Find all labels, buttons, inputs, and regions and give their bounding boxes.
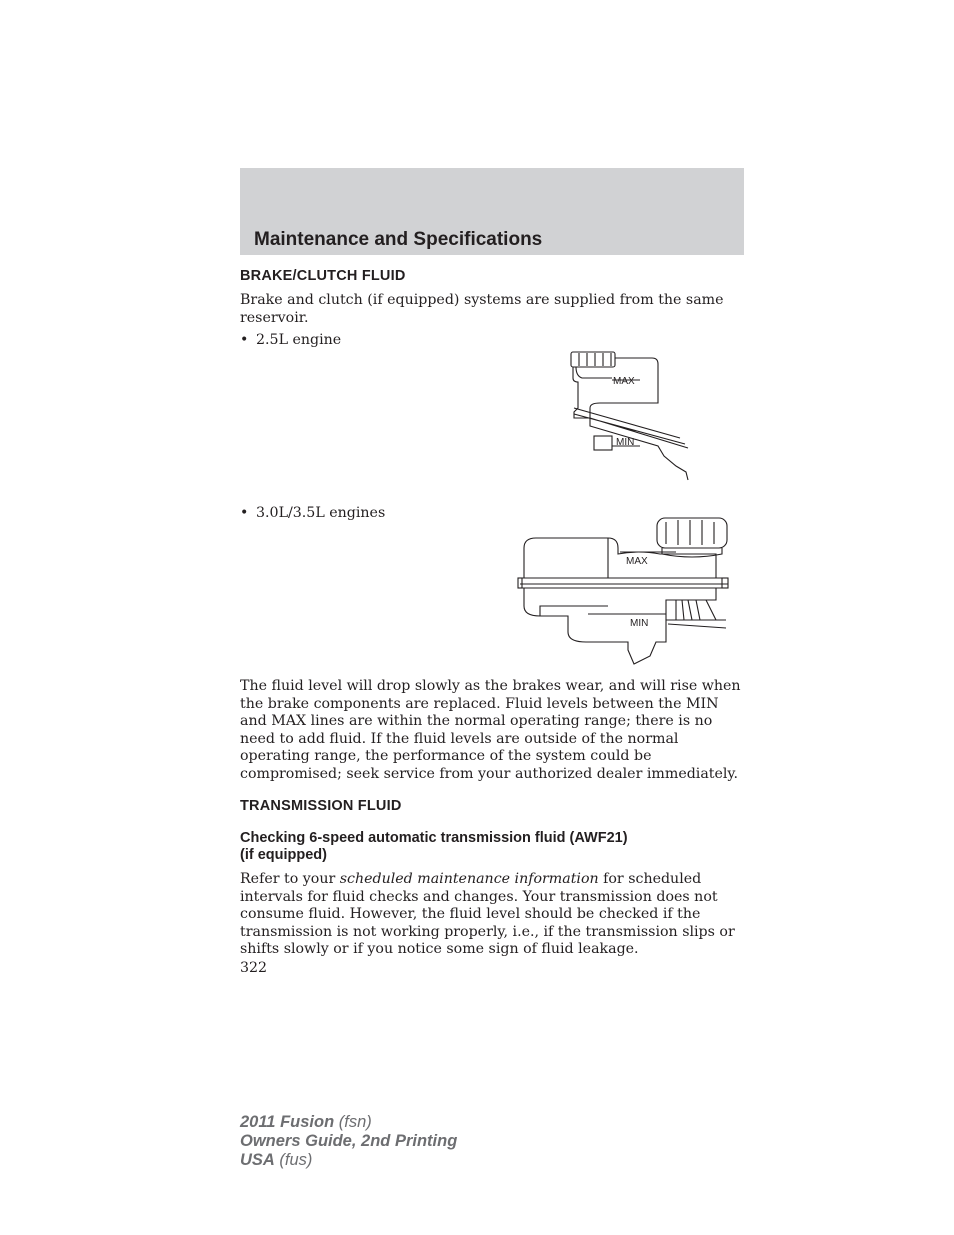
- footer-line-1: [240, 1113, 457, 1132]
- paragraph-text-before: Refer to your: [240, 871, 340, 887]
- brake-fluid-level-paragraph: The fluid level will drop slowly as the brakes wear, and will rise when the brake components are replaced. Fluid levels between the MIN and MAX lines are within the normal operating range; there is no need to add fluid. If the fluid levels are outside of the normal operating range, the performance of the system could be compromised; seek service from your authorized dealer immediately.: [240, 678, 741, 782]
- bullet-text: 3.0L/3.5L engines: [256, 505, 386, 521]
- max-label: MAX: [613, 376, 635, 387]
- document-footer: [240, 1113, 457, 1170]
- footer-market-code: (fus): [274, 1151, 313, 1169]
- reservoir-figure-3-0l-3-5l: [516, 514, 732, 666]
- bullet-3-0l-3-5l-engines: [240, 505, 385, 521]
- reservoir-cap: [571, 352, 615, 367]
- min-label: MIN: [630, 618, 649, 629]
- brake-intro-paragraph: Brake and clutch (if equipped) systems are supplied from the same reservoir.: [240, 292, 724, 326]
- footer-market: USA: [240, 1151, 275, 1169]
- footer-guide: Owners Guide, 2nd Printing: [240, 1132, 458, 1150]
- bullet-dot: •: [240, 505, 249, 521]
- paragraph-text-after: for scheduled intervals for fluid checks and changes. Your transmission does not consume fluid. However, the fluid level should be checked if the transmission is not working properly, i.e., if the transmission slips or shifts slowly or if you notice some sign of fluid leakage.: [240, 871, 735, 958]
- min-tab: [594, 436, 612, 450]
- page-number: 322: [240, 960, 268, 976]
- footer-line-2: [240, 1132, 457, 1151]
- max-label: MAX: [626, 556, 648, 567]
- brake-clutch-fluid-heading: BRAKE/CLUTCH FLUID: [240, 268, 406, 284]
- footer-model: 2011 Fusion: [240, 1113, 335, 1131]
- transmission-subheading: [240, 830, 628, 864]
- transmission-fluid-heading: TRANSMISSION FLUID: [240, 798, 402, 814]
- footer-line-3: [240, 1151, 457, 1170]
- section-header-band: [240, 168, 744, 255]
- paragraph-italic-reference: scheduled maintenance information: [339, 871, 599, 887]
- min-label: MIN: [616, 437, 635, 448]
- footer-model-code: (fsn): [334, 1113, 372, 1131]
- reservoir-figure-2-5l: [560, 348, 695, 483]
- subheading-line-2: (if equipped): [240, 847, 327, 863]
- reservoir-cap: [657, 518, 727, 548]
- section-title: Maintenance and Specifications: [254, 229, 543, 250]
- bullet-dot: •: [240, 332, 249, 348]
- subheading-line-1: Checking 6-speed automatic transmission fluid (AWF21): [240, 830, 628, 846]
- bullet-text: 2.5L engine: [256, 332, 342, 348]
- transmission-paragraph: [240, 871, 745, 959]
- bullet-2-5l-engine: [240, 332, 341, 348]
